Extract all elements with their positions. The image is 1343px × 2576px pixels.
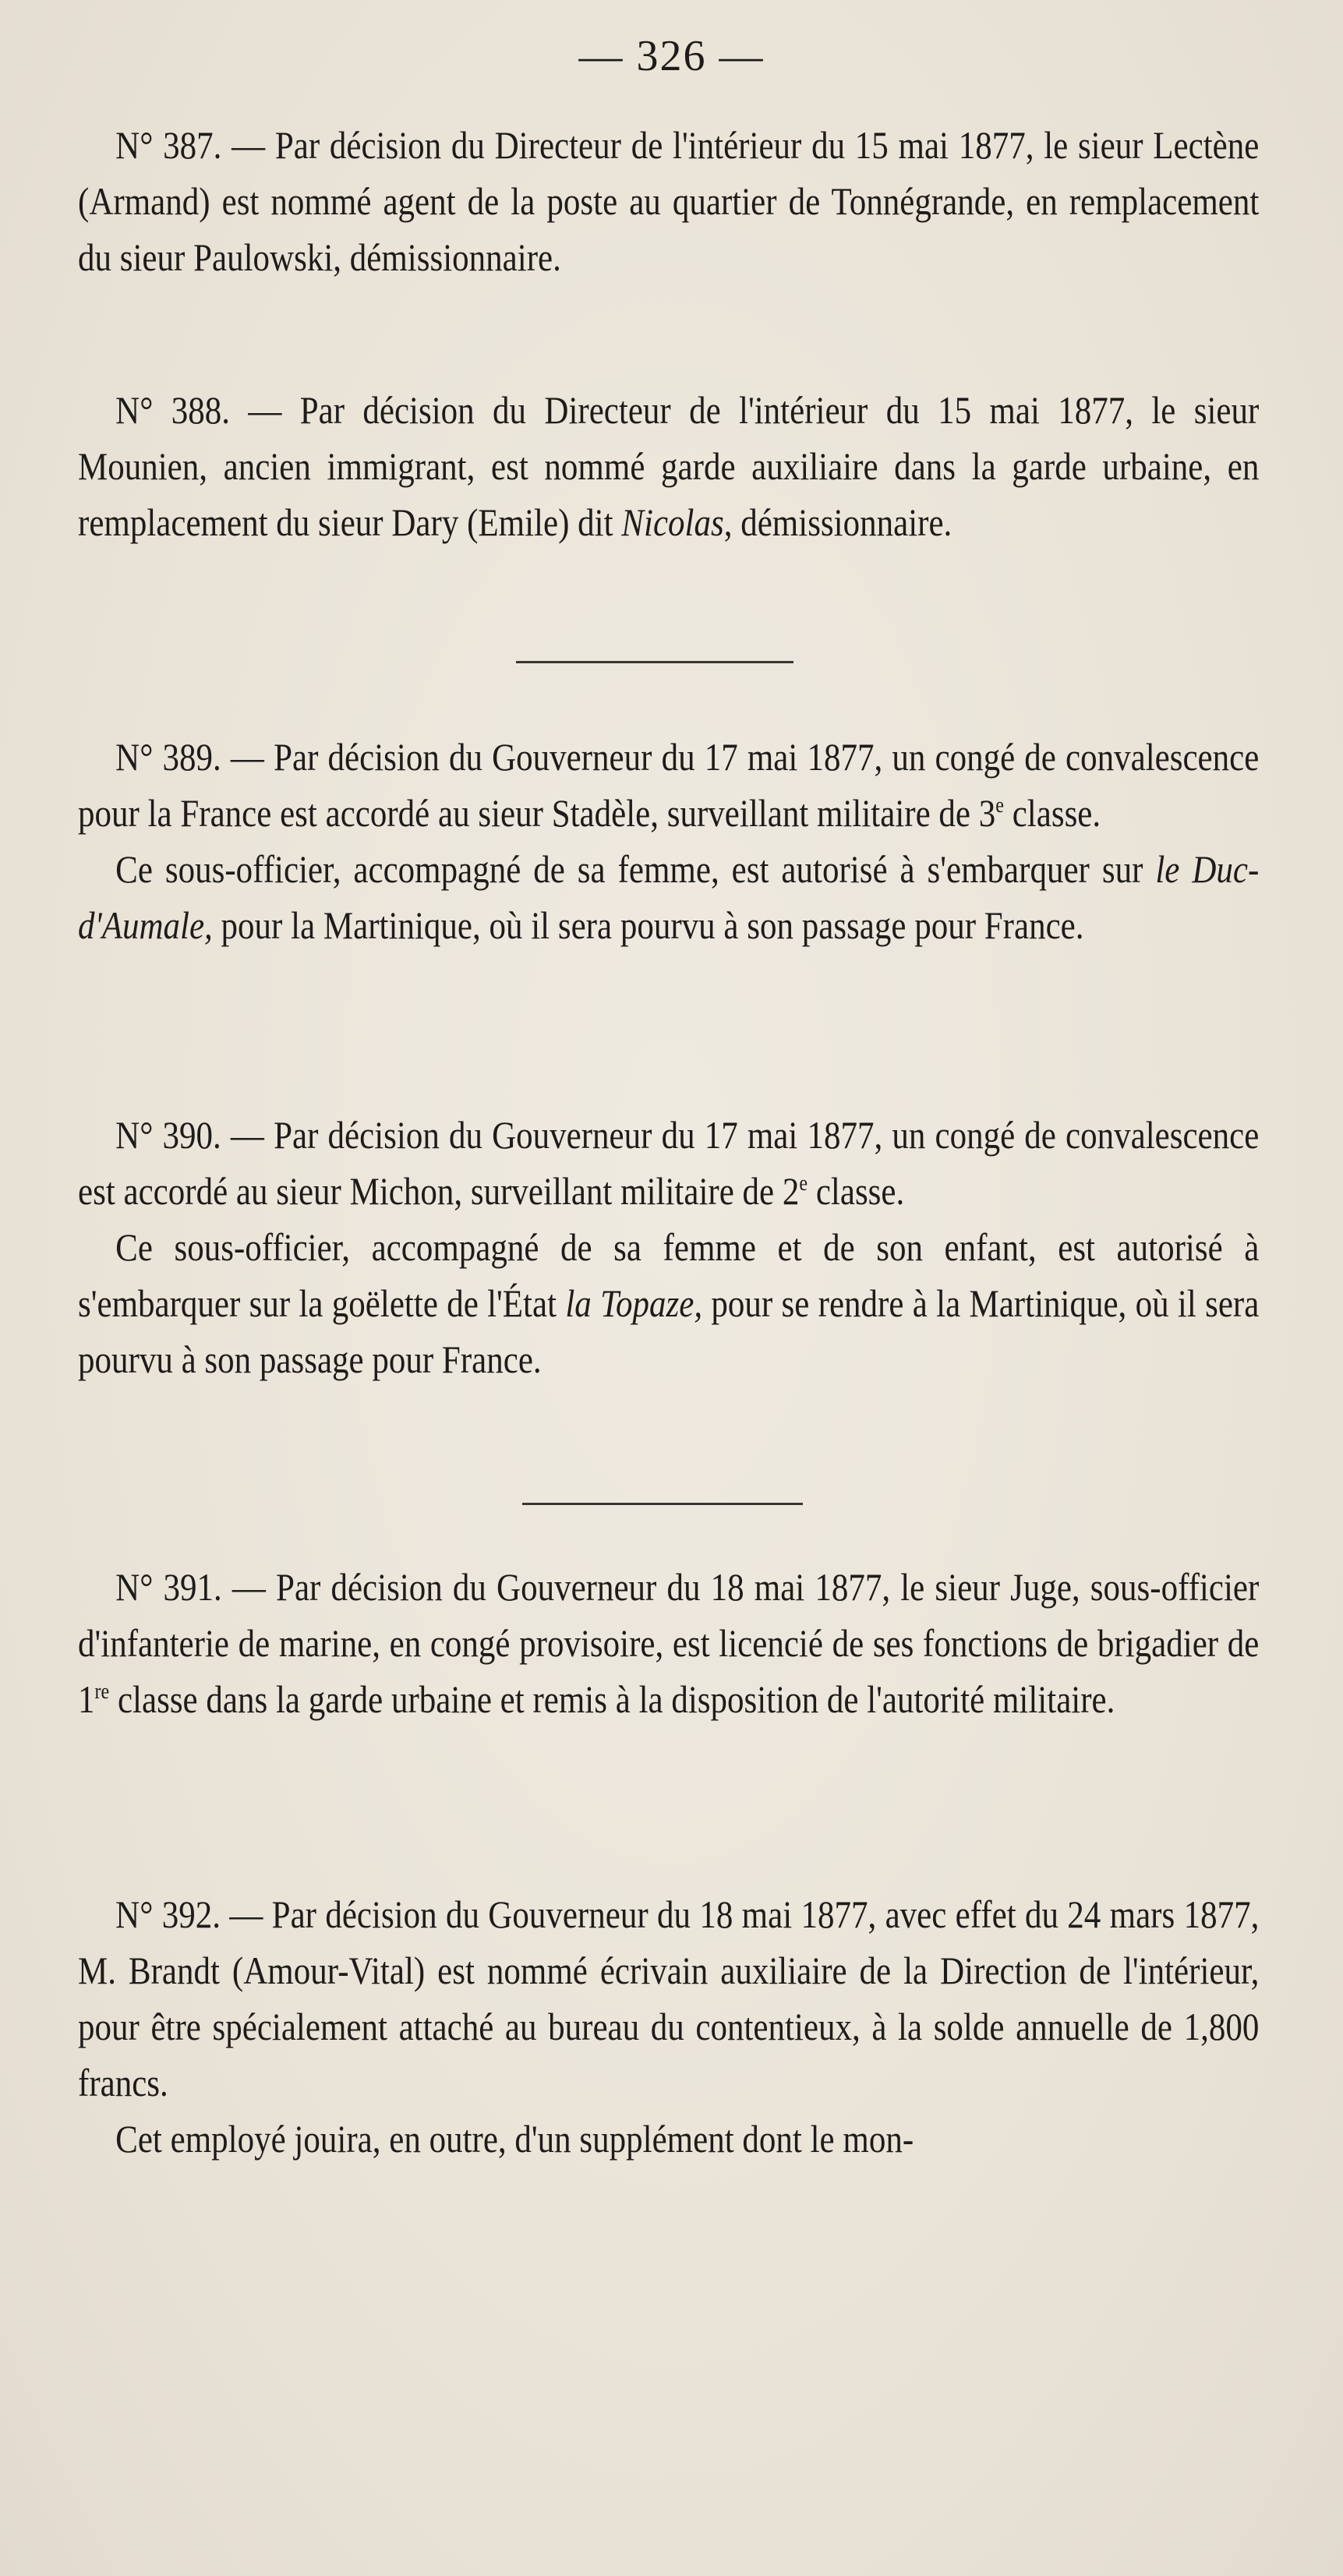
text-run: N° 388. — Par décision du Directeur de l'intérieur du 15 mai 1877, le sieur Mounien, ancien immigrant, est nommé garde auxiliaire dans la garde urbaine, en remplacement du sieur Dary (Emile) dit xyxy=(78,388,1260,544)
text-run: pour la Martinique, où il sera pourvu à son passage pour France. xyxy=(212,903,1084,947)
entry-389 xyxy=(78,729,1259,953)
paragraph xyxy=(78,1107,1259,1219)
paragraph: Cet employé jouira, en outre, d'un supplément dont le mon- xyxy=(115,2117,914,2161)
superscript: e xyxy=(995,793,1004,818)
paragraph: N° 392. — Par décision du Gouverneur du 18 mai 1877, avec effet du 24 mars 1877, M. Brandt (Amour-Vital) est nommé écrivain auxiliaire de la Direction de l'intérieur, pour être spécialement attaché au bureau du contentieux, à la solde annuelle de 1,800 francs. xyxy=(78,1892,1260,2104)
entry-392 xyxy=(78,1886,1259,2167)
italic-name: Nicolas xyxy=(621,500,724,544)
paragraph xyxy=(78,1219,1259,1387)
text-run: N° 390. — Par décision du Gouverneur du 17 mai 1877, un congé de convalescence est accordé au sieur Michon, surveillant militaire de 2 xyxy=(78,1113,1260,1213)
superscript: re xyxy=(94,1680,110,1704)
text-run: , démissionnaire. xyxy=(723,500,952,544)
entry-390 xyxy=(78,1107,1259,1387)
superscript: e xyxy=(799,1171,808,1196)
ship-name: la Topaze, xyxy=(565,1281,703,1325)
text-run: N° 389. — Par décision du Gouverneur du 17 mai 1877, un congé de convalescence pour la France est accordé au sieur Stadèle, surveillant militaire de 3 xyxy=(78,735,1260,835)
text-run: classe. xyxy=(808,1169,905,1213)
page-number: — 326 — xyxy=(578,32,765,80)
separator-rule xyxy=(516,661,793,663)
text-run: pour se rendre à la Martinique, où il sera pourvu à son passage pour France. xyxy=(78,1281,1260,1381)
text-run: classe dans la garde urbaine et remis à la disposition de l'autorité militaire. xyxy=(109,1677,1115,1721)
entry-387 xyxy=(78,117,1259,285)
separator-rule xyxy=(522,1503,803,1505)
paragraph xyxy=(78,729,1259,841)
ship-name: le Duc-d'Aumale, xyxy=(78,847,1260,947)
text-run: Ce sous-officier, accompagné de sa femme et de son enfant, est autorisé à s'embarquer sur la goëlette de l'État xyxy=(78,1225,1260,1325)
paragraph: N° 387. — Par décision du Directeur de l'intérieur du 15 mai 1877, le sieur Lectène (Armand) est nommé agent de la poste au quartier de Tonnégrande, en remplacement du sieur Paulowski, démissionnaire. xyxy=(78,123,1260,279)
entry-391 xyxy=(78,1559,1259,1727)
paragraph xyxy=(78,841,1259,953)
entry-388 xyxy=(78,382,1259,550)
text-run: N° 391. — Par décision du Gouverneur du 18 mai 1877, le sieur Juge, sous-officier d'infanterie de marine, en congé provisoire, est licencié de ses fonctions de brigadier de 1 xyxy=(78,1565,1260,1721)
text-run: classe. xyxy=(1003,791,1101,835)
paragraph xyxy=(78,382,1259,550)
text-run: Ce sous-officier, accompagné de sa femme, est autorisé à s'embarquer sur xyxy=(115,847,1156,891)
paragraph xyxy=(78,1559,1259,1727)
